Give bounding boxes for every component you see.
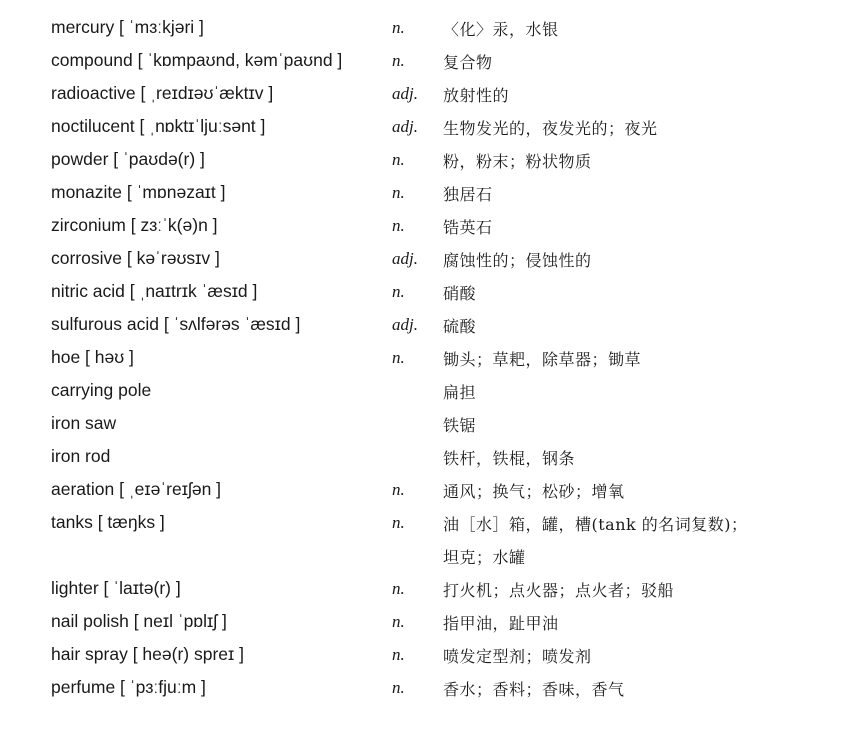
vocab-row	[0, 13, 865, 46]
vocab-word: tanks [ tæŋks ]	[51, 512, 165, 532]
vocab-word: powder [ ˈpaʊdə(r) ]	[51, 149, 205, 169]
vocab-row	[0, 673, 865, 706]
vocab-row	[0, 442, 865, 475]
chinese-meaning: 硫酸	[443, 317, 477, 336]
vocab-word: perfume [ ˈpɜːfjuːm ]	[51, 677, 206, 697]
part-of-speech: n.	[392, 678, 405, 697]
vocab-row	[0, 607, 865, 640]
vocab-word: compound [ ˈkɒmpaʊnd, kəmˈpaʊnd ]	[51, 50, 343, 70]
vocab-word: hair spray [ heə(r) spreɪ ]	[51, 644, 244, 664]
part-of-speech: adj.	[392, 117, 418, 136]
vocab-row	[0, 145, 865, 178]
vocab-row	[0, 475, 865, 508]
vocab-word: zirconium [ zɜːˈk(ə)n ]	[51, 215, 218, 235]
vocab-word: nitric acid [ ˌnaɪtrɪk ˈæsɪd ]	[51, 281, 258, 301]
vocab-word: noctilucent [ ˌnɒktɪˈljuːsənt ]	[51, 116, 266, 136]
part-of-speech: n.	[392, 282, 405, 301]
chinese-meaning: 粉，粉末；粉状物质	[443, 152, 592, 171]
part-of-speech: n.	[392, 612, 405, 631]
vocab-row	[0, 211, 865, 244]
vocab-row	[0, 376, 865, 409]
part-of-speech: n.	[392, 579, 405, 598]
part-of-speech: n.	[392, 51, 405, 70]
part-of-speech: n.	[392, 216, 405, 235]
chinese-meaning: 独居石	[443, 185, 493, 204]
vocab-row	[0, 46, 865, 79]
vocab-word: nail polish [ neɪl ˈpɒlɪʃ ]	[51, 611, 227, 631]
vocab-row	[0, 277, 865, 310]
vocab-row	[0, 541, 865, 574]
part-of-speech: n.	[392, 645, 405, 664]
vocab-word: iron saw	[51, 413, 117, 433]
chinese-meaning: 打火机；点火器；点火者；驳船	[443, 581, 675, 600]
vocab-row	[0, 244, 865, 277]
vocab-row	[0, 178, 865, 211]
vocab-row	[0, 310, 865, 343]
chinese-meaning: 铁杆，铁棍，钢条	[443, 449, 576, 468]
chinese-meaning: 硝酸	[443, 284, 477, 303]
part-of-speech: n.	[392, 183, 405, 202]
chinese-meaning: 锆英石	[443, 218, 493, 237]
part-of-speech: n.	[392, 18, 405, 37]
vocab-row	[0, 112, 865, 145]
chinese-meaning: 放射性的	[443, 86, 510, 105]
vocab-row	[0, 640, 865, 673]
part-of-speech: adj.	[392, 84, 418, 103]
chinese-meaning: 指甲油，趾甲油	[443, 614, 559, 633]
vocab-word: corrosive [ kəˈrəʊsɪv ]	[51, 248, 220, 268]
chinese-meaning: 锄头；草耙，除草器；锄草	[443, 350, 642, 369]
part-of-speech: n.	[392, 150, 405, 169]
vocab-word: iron rod	[51, 446, 111, 466]
part-of-speech: adj.	[392, 315, 418, 334]
part-of-speech: adj.	[392, 249, 418, 268]
chinese-meaning: 铁锯	[443, 416, 477, 435]
chinese-meaning: 〈化〉汞，水银	[443, 20, 559, 39]
vocab-row	[0, 574, 865, 607]
vocab-row	[0, 343, 865, 376]
chinese-meaning: 腐蚀性的；侵蚀性的	[443, 251, 592, 270]
part-of-speech: n.	[392, 513, 405, 532]
vocab-word: hoe [ həʊ ]	[51, 347, 134, 367]
vocab-row	[0, 79, 865, 112]
chinese-meaning: 复合物	[443, 53, 493, 72]
vocab-word: monazite [ ˈmɒnəzaɪt ]	[51, 182, 226, 202]
part-of-speech: n.	[392, 348, 405, 367]
vocabulary-list	[0, 13, 865, 706]
part-of-speech: n.	[392, 480, 405, 499]
vocab-word: sulfurous acid [ ˈsʌlfərəs ˈæsɪd ]	[51, 314, 301, 334]
chinese-meaning: 坦克；水罐	[443, 548, 526, 567]
chinese-meaning: 油［水］箱，罐，槽(tank 的名词复数)；	[443, 515, 748, 534]
vocab-word: carrying pole	[51, 380, 152, 400]
chinese-meaning: 通风；换气；松砂；增氧	[443, 482, 625, 501]
chinese-meaning: 扁担	[443, 383, 477, 402]
vocab-word: aeration [ ˌeɪəˈreɪʃən ]	[51, 479, 222, 499]
chinese-meaning: 生物发光的，夜发光的；夜光	[443, 119, 658, 138]
vocab-word: lighter [ ˈlaɪtə(r) ]	[51, 578, 181, 598]
vocab-row	[0, 508, 865, 541]
vocab-word: mercury [ ˈmɜːkjəri ]	[51, 17, 204, 37]
chinese-meaning: 喷发定型剂；喷发剂	[443, 647, 592, 666]
vocab-word: radioactive [ ˌreɪdɪəʊˈæktɪv ]	[51, 83, 274, 103]
vocab-row	[0, 409, 865, 442]
chinese-meaning: 香水；香料；香味，香气	[443, 680, 625, 699]
